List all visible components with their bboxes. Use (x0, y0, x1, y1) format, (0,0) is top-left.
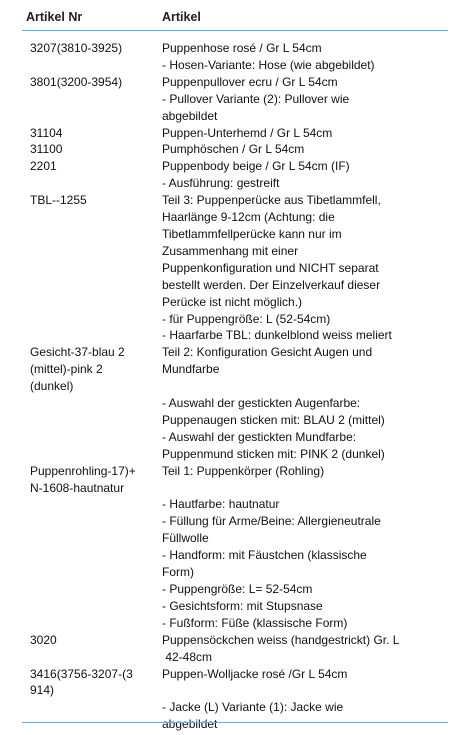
cell-artikel (158, 125, 448, 142)
table-row (22, 40, 448, 74)
artikel-nr-line: 2201 (30, 159, 57, 174)
artikel-line: - Puppengröße: L= 52-54cm (162, 581, 313, 596)
artikel-line: - Pullover Variante (2): Pullover wie (162, 91, 350, 106)
cell-artikel (158, 632, 448, 666)
artikel-line: - Handform: mit Fäustchen (klassische (162, 548, 367, 563)
artikel-line: Form) (162, 565, 194, 580)
cell-artikel (158, 344, 448, 462)
artikel-nr-line: 31100 (30, 142, 63, 157)
artikel-line: - Auswahl der gestickten Augenfarbe: (162, 396, 361, 411)
artikel-line: Perücke ist nicht möglich.) (162, 294, 303, 309)
artikel-line: bestellt werden. Der Einzelverkauf dieser (162, 277, 381, 292)
artikel-line: Tibetlammfellperücke kann nur im (162, 226, 342, 241)
blank-line (162, 682, 446, 699)
artikel-line: - Füllung für Arme/Beine: Allergieneutrale (162, 514, 381, 529)
artikel-line: Pumphöschen / Gr L 54cm (162, 142, 305, 157)
table-row (22, 74, 448, 125)
artikel-line: Mundfarbe (162, 362, 220, 377)
cell-artikel (158, 158, 448, 192)
artikel-line: - Ausführung: gestreift (162, 176, 280, 191)
artikel-nr-line: Gesicht-37-blau 2 (30, 345, 125, 360)
table-row (22, 141, 448, 158)
artikel-nr-line: 914) (30, 683, 55, 698)
artikel-line: Teil 2: Konfiguration Gesicht Augen und (162, 345, 373, 360)
artikel-nr-line: 3416(3756-3207-(3 (30, 666, 133, 681)
cell-artikel (158, 74, 448, 125)
artikel-line: Puppenpullover ecru / Gr L 54cm (162, 74, 338, 89)
cell-artikel-nr (22, 192, 158, 344)
cell-artikel-nr (22, 463, 158, 632)
table-row (22, 632, 448, 666)
artikel-nr-line: 31104 (30, 125, 63, 140)
artikel-line: abgebildet (162, 717, 218, 732)
artikel-nr-line: 3207(3810-3925) (30, 41, 123, 55)
artikel-line: Puppenkonfiguration und NICHT separat (162, 260, 379, 275)
cell-artikel (158, 192, 448, 344)
artikel-nr-line: TBL--1255 (30, 193, 87, 208)
artikel-line: Puppen-Wolljacke rosé /Gr L 54cm (162, 666, 348, 681)
blank-line (162, 480, 446, 497)
artikel-nr-line: N-1608-hautnatur (30, 480, 125, 495)
table-bottom-rule (22, 722, 448, 723)
header-artikel-nr: Artikel Nr (26, 10, 83, 24)
artikel-nr-line: 3801(3200-3954) (30, 74, 123, 89)
table-row (22, 192, 448, 344)
artikel-line: - Auswahl der gestickten Mundfarbe: (162, 429, 357, 444)
artikel-line: - Fußform: Füße (klassische Form) (162, 615, 348, 630)
table-header (22, 8, 448, 31)
cell-artikel-nr (22, 141, 158, 158)
artikel-nr-line: (dunkel) (30, 379, 74, 394)
artikel-line: 42-48cm (162, 649, 213, 664)
artikel-line: - für Puppengröße: L (52-54cm) (162, 311, 331, 326)
table-row (22, 463, 448, 632)
artikel-line: Puppenhose rosé / Gr L 54cm (162, 41, 322, 55)
artikel-line: Zusammenhang mit einer (162, 243, 299, 258)
artikel-line: Teil 3: Puppenperücke aus Tibetlammfell, (162, 193, 381, 208)
cell-artikel-nr (22, 344, 158, 462)
artikel-nr-line: 3020 (30, 632, 57, 647)
artikel-line: Puppenaugen sticken mit: BLAU 2 (mittel) (162, 412, 385, 427)
artikel-line: - Haarfarbe TBL: dunkelblond weiss meliert (162, 328, 392, 343)
blank-line (162, 378, 446, 395)
cell-artikel (158, 40, 448, 74)
article-table (22, 8, 448, 733)
artikel-line: Puppenmund sticken mit: PINK 2 (dunkel) (162, 446, 385, 461)
artikel-nr-line: Puppenrohling-17)+ (30, 463, 136, 478)
artikel-line: Puppen-Unterhemd / Gr L 54cm (162, 125, 333, 140)
table-row (22, 125, 448, 142)
table-body (22, 31, 448, 733)
cell-artikel-nr (22, 40, 158, 74)
artikel-line: - Jacke (L) Variante (1): Jacke wie (162, 700, 344, 715)
table-row (22, 344, 448, 462)
artikel-line: Haarlänge 9-12cm (Achtung: die (162, 210, 335, 225)
artikel-nr-line: (mittel)-pink 2 (30, 362, 103, 377)
artikel-line: Puppenbody beige / Gr L 54cm (IF) (162, 159, 350, 174)
cell-artikel-nr (22, 125, 158, 142)
cell-artikel (158, 463, 448, 632)
artikel-line: abgebildet (162, 108, 218, 123)
artikel-line: Füllwolle (162, 531, 209, 546)
cell-artikel-nr (22, 158, 158, 192)
cell-artikel (158, 141, 448, 158)
artikel-line: - Hosen-Variante: Hose (wie abgebildet) (162, 57, 375, 72)
cell-artikel-nr (22, 632, 158, 666)
artikel-line: Puppensöckchen weiss (handgestrickt) Gr. L (162, 632, 400, 647)
artikel-line: - Hautfarbe: hautnatur (162, 497, 280, 512)
header-artikel: Artikel (162, 10, 201, 24)
table-row (22, 158, 448, 192)
artikel-line: Teil 1: Puppenkörper (Rohling) (162, 463, 325, 478)
cell-artikel-nr (22, 74, 158, 125)
artikel-line: - Gesichtsform: mit Stupsnase (162, 598, 323, 613)
